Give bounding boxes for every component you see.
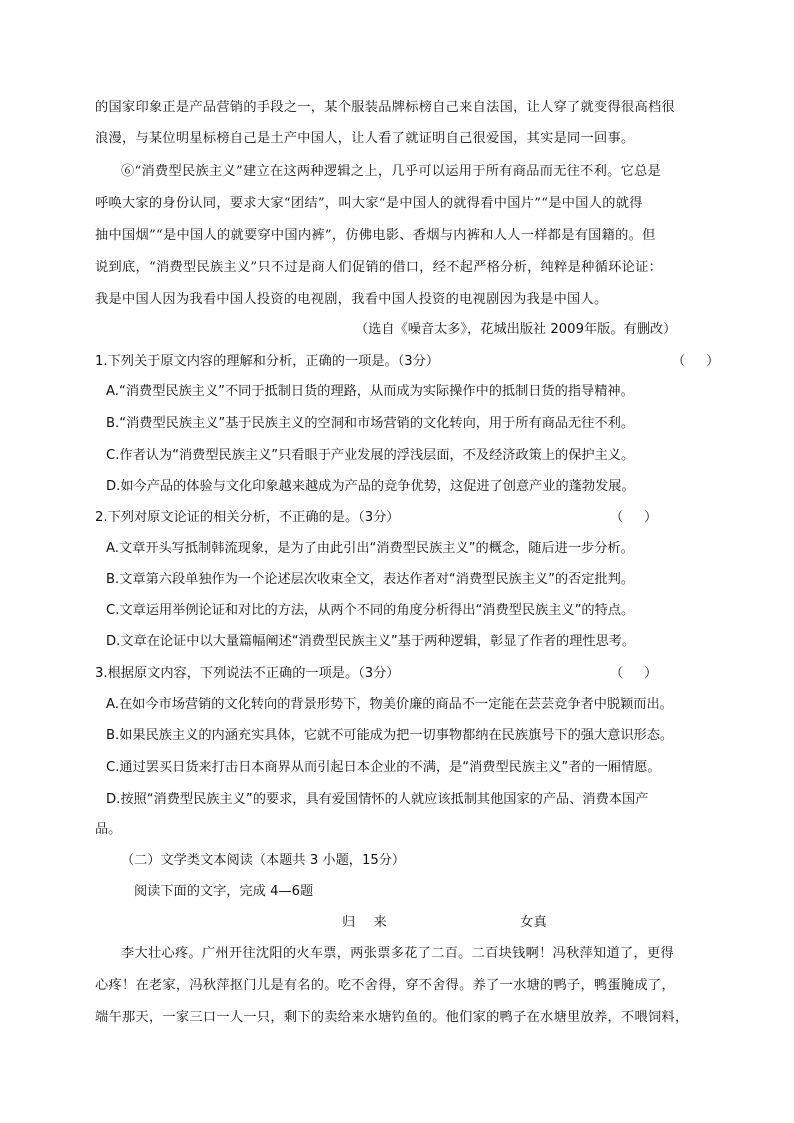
question-2-answer-paren: （ ） [610, 510, 658, 525]
question-2-option-b: B.文章第六段单独作为一个论述层次收束全文，表达作者对“消费型民族主义”的否定批判。 [106, 572, 635, 587]
passage-line: 的国家印象正是产品营销的手段之一，某个服装品牌标榜自己来自法国，让人穿了就变得很高档很 [95, 100, 675, 115]
question-3-option-b: B.如果民族主义的内涵充实具体，它就不可能成为把一切事物都纳在民族旗号下的强大意识形态。 [106, 728, 674, 743]
question-1-option-c: C.作者认为“消费型民族主义”只看眼于产业发展的浮浅层面，不及经济政策上的保护主义。 [106, 448, 635, 463]
story-author: 女真 [520, 915, 547, 930]
section-2-heading: （二）文学类文本阅读（本题共 3 小题，15分） [121, 853, 406, 868]
question-3-option-c: C.通过罢买日货来打击日本商界从而引起日本企业的不满，是“消费型民族主义”者的一厢情愿。 [106, 760, 661, 775]
question-3-stem: 3.根据原文内容，下列说法不正确的一项是。（3分） [95, 666, 400, 681]
question-3-answer-paren: （ ） [610, 666, 658, 681]
question-2-option-a: A.文章开头写抵制韩流现象，是为了由此引出“消费型民族主义”的概念，随后进一步分析。 [106, 541, 634, 556]
question-2-option-c: C.文章运用举例论证和对比的方法，从两个不同的角度分析得出“消费型民族主义”的特点。 [106, 603, 635, 618]
question-3-option-a: A.在如今市场营销的文化转向的背景形势下，物美价廉的商品不一定能在芸芸竞争者中脱颖而出。 [106, 697, 673, 712]
paragraph-6-line: 抽中国烟”“是中国人的就要穿中国内裤”，仿佛电影、香烟与内裤和人人一样都是有国籍的。但 [95, 228, 656, 243]
story-line: 心疼！在老家，冯秋萍抠门儿是有名的。吃不舍得，穿不舍得。养了一水塘的鸭子，鸭蛋腌成了， [95, 978, 675, 993]
question-3-option-d-tail: 品。 [95, 822, 122, 837]
question-2-stem: 2.下列对原文论证的相关分析，不正确的是。（3分） [95, 510, 400, 525]
story-line: 端午那天，一家三口一人一只，剩下的卖给来水塘钓鱼的。他们家的鸭子在水塘里放养，不喂饲料， [95, 1010, 689, 1025]
source-note: （选自《噪音太多》，花城出版社 2009年版。有删改） [355, 322, 677, 337]
paragraph-6-line: 呼唤大家的身份认同，要求大家“团结”，叫大家“是中国人的就得看中国片”“是中国人的就得 [95, 196, 643, 211]
story-title: 归 来 [342, 915, 387, 930]
paragraph-6-line: 说到底，“消费型民族主义”只不过是商人们促销的借口，经不起严格分析，纯粹是种循环论证： [95, 260, 663, 275]
question-1-option-b: B.“消费型民族主义”基于民族主义的空洞和市场营销的文化转向，用于所有商品无往不利。 [106, 416, 635, 431]
story-line: 李大壮心疼。广州开往沈阳的火车票，两张票多花了二百。二百块钱啊！冯秋萍知道了，更得 [121, 946, 674, 961]
question-3-option-d: D.按照“消费型民族主义”的要求，具有爱国情怀的人就应该抵制其他国家的产品、消费本国产 [106, 792, 649, 807]
section-2-instruction: 阅读下面的文字，完成 4—6题 [134, 884, 314, 899]
question-1-stem: 1.下列关于原文内容的理解和分析，正确的一项是。（3分） [95, 354, 440, 369]
question-1-option-a: A.“消费型民族主义”不同于抵制日货的理路，从而成为实际操作中的抵制日货的指导精神。 [106, 384, 634, 399]
paragraph-6-line: 我是中国人因为我看中国人投资的电视剧，我看中国人投资的电视剧因为我是中国人。 [95, 292, 608, 307]
paragraph-6-line: ⑥“消费型民族主义”建立在这两种逻辑之上，几乎可以运用于所有商品而无往不利。它总是 [121, 164, 662, 179]
passage-line: 浪漫，与某位明星标榜自己是土产中国人，让人看了就证明自己很爱国，其实是同一回事。 [95, 131, 635, 146]
question-1-answer-paren: （ ） [672, 354, 720, 369]
question-2-option-d: D.文章在论证中以大量篇幅阐述“消费型民族主义”基于两种逻辑，彰显了作者的理性思考。 [106, 634, 636, 649]
question-1-option-d: D.如今产品的体验与文化印象越来越成为产品的竞争优势，这促进了创意产业的蓬勃发展。 [106, 479, 635, 494]
